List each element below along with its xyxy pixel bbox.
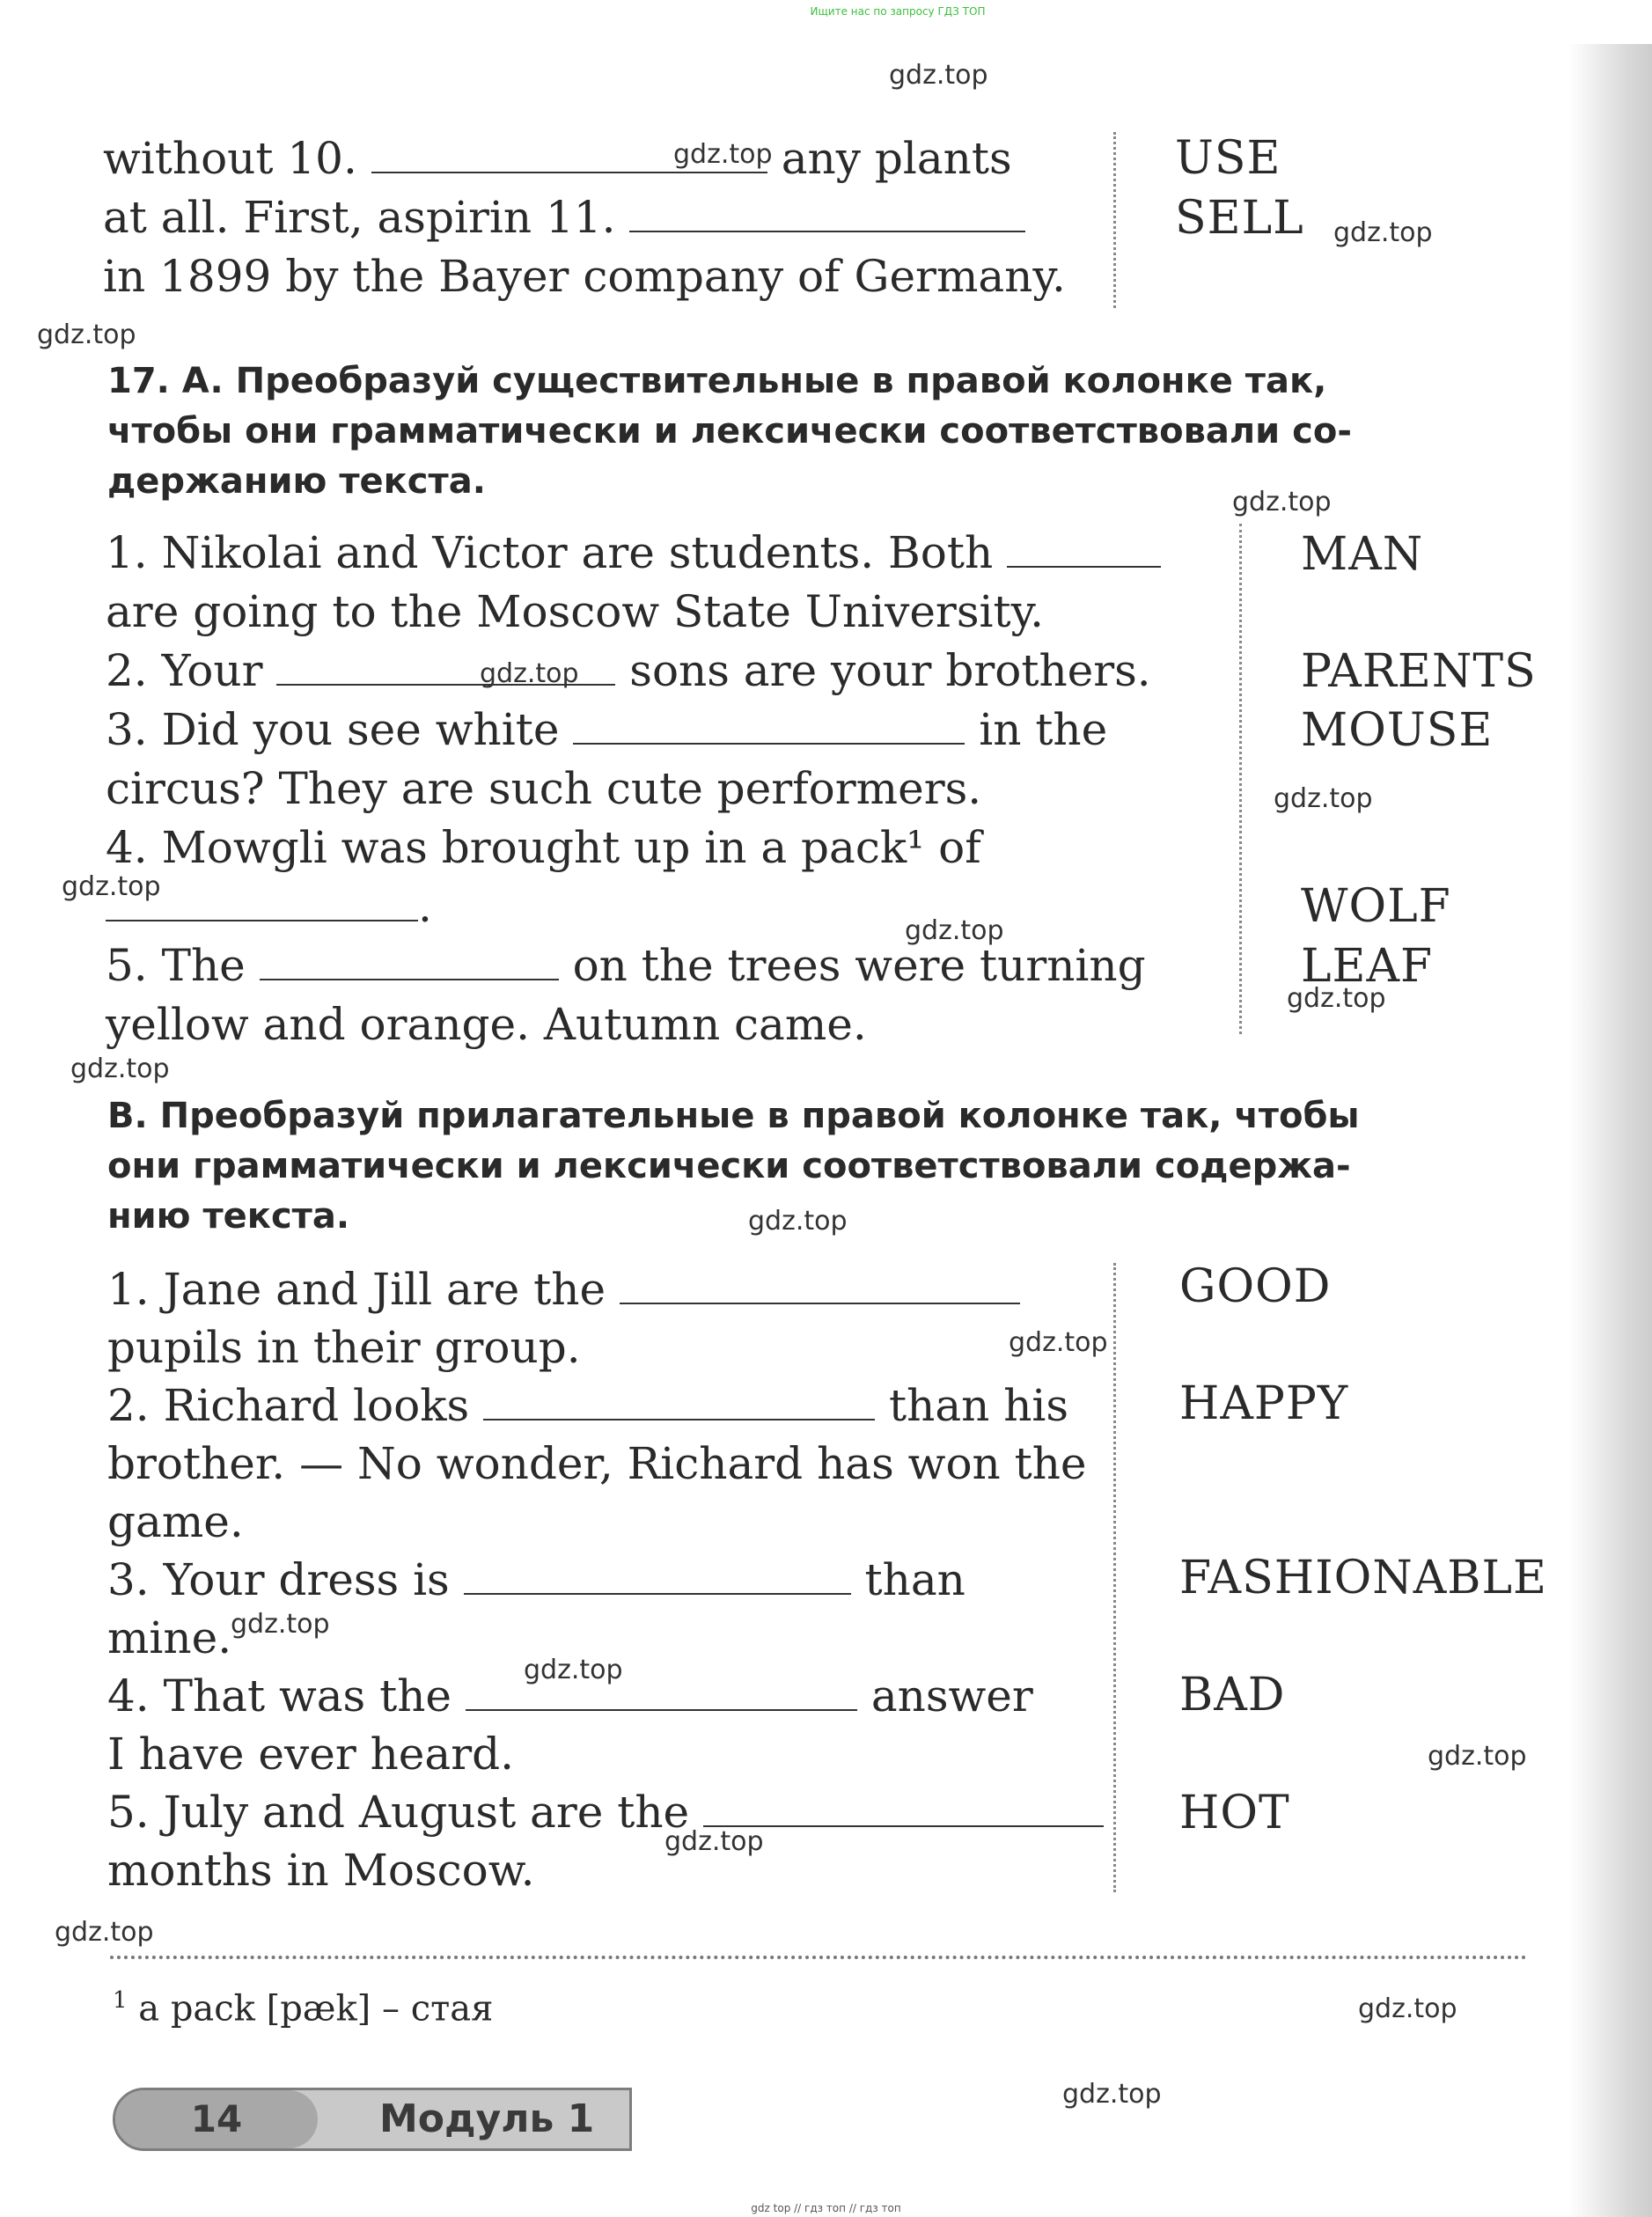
watermark: gdz.top bbox=[1428, 1741, 1527, 1772]
text-line: game. bbox=[107, 1496, 244, 1547]
text-line: 2. Your sons are your brothers. bbox=[106, 645, 1151, 696]
watermark: gdz.top bbox=[673, 139, 773, 170]
watermark: gdz.top bbox=[37, 319, 136, 350]
module-label: Модуль 1 bbox=[379, 2096, 595, 2141]
column-divider bbox=[1239, 524, 1242, 1034]
text-line: without 10. any plants bbox=[103, 133, 1012, 184]
watermark: gdz.top bbox=[748, 1206, 848, 1237]
answer-blank[interactable] bbox=[276, 650, 615, 686]
answer-blank[interactable] bbox=[1007, 532, 1161, 568]
base-word: WOLF bbox=[1301, 880, 1451, 933]
answer-blank[interactable] bbox=[620, 1269, 1020, 1304]
text-line: months in Moscow. bbox=[107, 1845, 535, 1896]
column-divider bbox=[1113, 1263, 1116, 1892]
task-17a-heading: чтобы они грамматически и лексически соответствовали со- bbox=[107, 411, 1352, 451]
answer-blank[interactable] bbox=[483, 1385, 875, 1420]
top-search-note: Ищите нас по запросу ГДЗ ТОП bbox=[810, 5, 986, 18]
answer-blank[interactable] bbox=[573, 709, 965, 745]
base-word: HOT bbox=[1179, 1787, 1290, 1839]
bottom-note: gdz top // гдз топ // гдз топ bbox=[751, 2202, 901, 2214]
answer-blank[interactable] bbox=[629, 197, 1025, 232]
answer-blank[interactable] bbox=[371, 138, 767, 173]
column-divider bbox=[1113, 132, 1116, 308]
base-word: FASHIONABLE bbox=[1179, 1552, 1548, 1604]
text-line: 4. That was the answer bbox=[107, 1670, 1033, 1721]
text-line: yellow and orange. Autumn came. bbox=[106, 999, 867, 1050]
task-17b-heading: B. Преобразуй прилагательные в правой колонке так, чтобы bbox=[107, 1096, 1360, 1136]
watermark: gdz.top bbox=[231, 1609, 330, 1640]
text-line: 5. July and August are the bbox=[107, 1790, 1104, 1834]
text-line: 2. Richard looks than his bbox=[107, 1380, 1069, 1431]
text-line: 1. Nikolai and Victor are students. Both bbox=[106, 531, 1161, 575]
watermark: gdz.top bbox=[889, 60, 988, 91]
text-line: 1. Jane and Jill are the bbox=[107, 1267, 1020, 1311]
text-line: at all. First, aspirin 11. bbox=[103, 195, 1025, 239]
watermark: gdz.top bbox=[62, 871, 161, 902]
base-word: BAD bbox=[1179, 1669, 1286, 1721]
base-word: USE bbox=[1175, 132, 1281, 185]
answer-blank[interactable] bbox=[466, 1676, 857, 1711]
base-word: MOUSE bbox=[1301, 704, 1494, 757]
watermark: gdz.top bbox=[1062, 2079, 1162, 2110]
task-17a-heading: 17. A. Преобразуй существительные в правой колонке так, bbox=[107, 361, 1327, 401]
task-17b-heading: нию текста. bbox=[107, 1196, 350, 1237]
answer-blank[interactable] bbox=[106, 886, 418, 921]
watermark: gdz.top bbox=[1287, 983, 1386, 1014]
page-footer bbox=[113, 2088, 632, 2151]
text-line: brother. — No wonder, Richard has won the bbox=[107, 1438, 1087, 1489]
task-17b-heading: они грамматически и лексически соответствовали содержа- bbox=[107, 1146, 1351, 1186]
base-word: HAPPY bbox=[1179, 1377, 1349, 1430]
watermark: gdz.top bbox=[1232, 487, 1332, 518]
text-line: mine. bbox=[107, 1612, 232, 1663]
text-line: 3. Your dress is than bbox=[107, 1554, 966, 1605]
watermark: gdz.top bbox=[70, 1053, 170, 1084]
text-line: in 1899 by the Bayer company of Germany. bbox=[103, 251, 1066, 302]
answer-blank[interactable] bbox=[260, 945, 559, 980]
page-binding-shadow bbox=[1568, 44, 1652, 2217]
watermark: gdz.top bbox=[1009, 1327, 1108, 1358]
watermark: gdz.top bbox=[1274, 783, 1373, 814]
task-17a-heading: держанию текста. bbox=[107, 461, 486, 502]
text-line: 4. Mowgli was brought up in a pack¹ of bbox=[106, 822, 981, 873]
answer-blank[interactable] bbox=[703, 1792, 1104, 1827]
footnote-divider bbox=[110, 1956, 1527, 1959]
watermark: gdz.top bbox=[664, 1826, 764, 1857]
watermark: gdz.top bbox=[1333, 217, 1433, 248]
watermark: gdz.top bbox=[480, 658, 579, 689]
answer-blank[interactable] bbox=[464, 1560, 851, 1595]
base-word: PARENTS bbox=[1301, 645, 1537, 698]
base-word: SELL bbox=[1175, 192, 1304, 245]
watermark: gdz.top bbox=[1358, 1993, 1457, 2024]
footnote: $^1$ a pack [pæk] – стая bbox=[113, 1987, 494, 2030]
text-line: are going to the Moscow State University. bbox=[106, 586, 1045, 637]
text-line: I have ever heard. bbox=[107, 1729, 515, 1780]
text-line: 3. Did you see white in the bbox=[106, 704, 1108, 755]
text-line: pupils in their group. bbox=[107, 1322, 581, 1373]
watermark: gdz.top bbox=[905, 915, 1004, 946]
page-number: 14 bbox=[115, 2090, 318, 2148]
watermark: gdz.top bbox=[55, 1917, 154, 1948]
base-word: MAN bbox=[1301, 528, 1424, 581]
watermark: gdz.top bbox=[524, 1655, 623, 1685]
text-line: circus? They are such cute performers. bbox=[106, 763, 982, 814]
text-line: 5. The on the trees were turning bbox=[106, 940, 1146, 991]
text-line: . bbox=[106, 885, 432, 929]
base-word: LEAF bbox=[1301, 940, 1434, 993]
base-word: GOOD bbox=[1179, 1260, 1332, 1313]
